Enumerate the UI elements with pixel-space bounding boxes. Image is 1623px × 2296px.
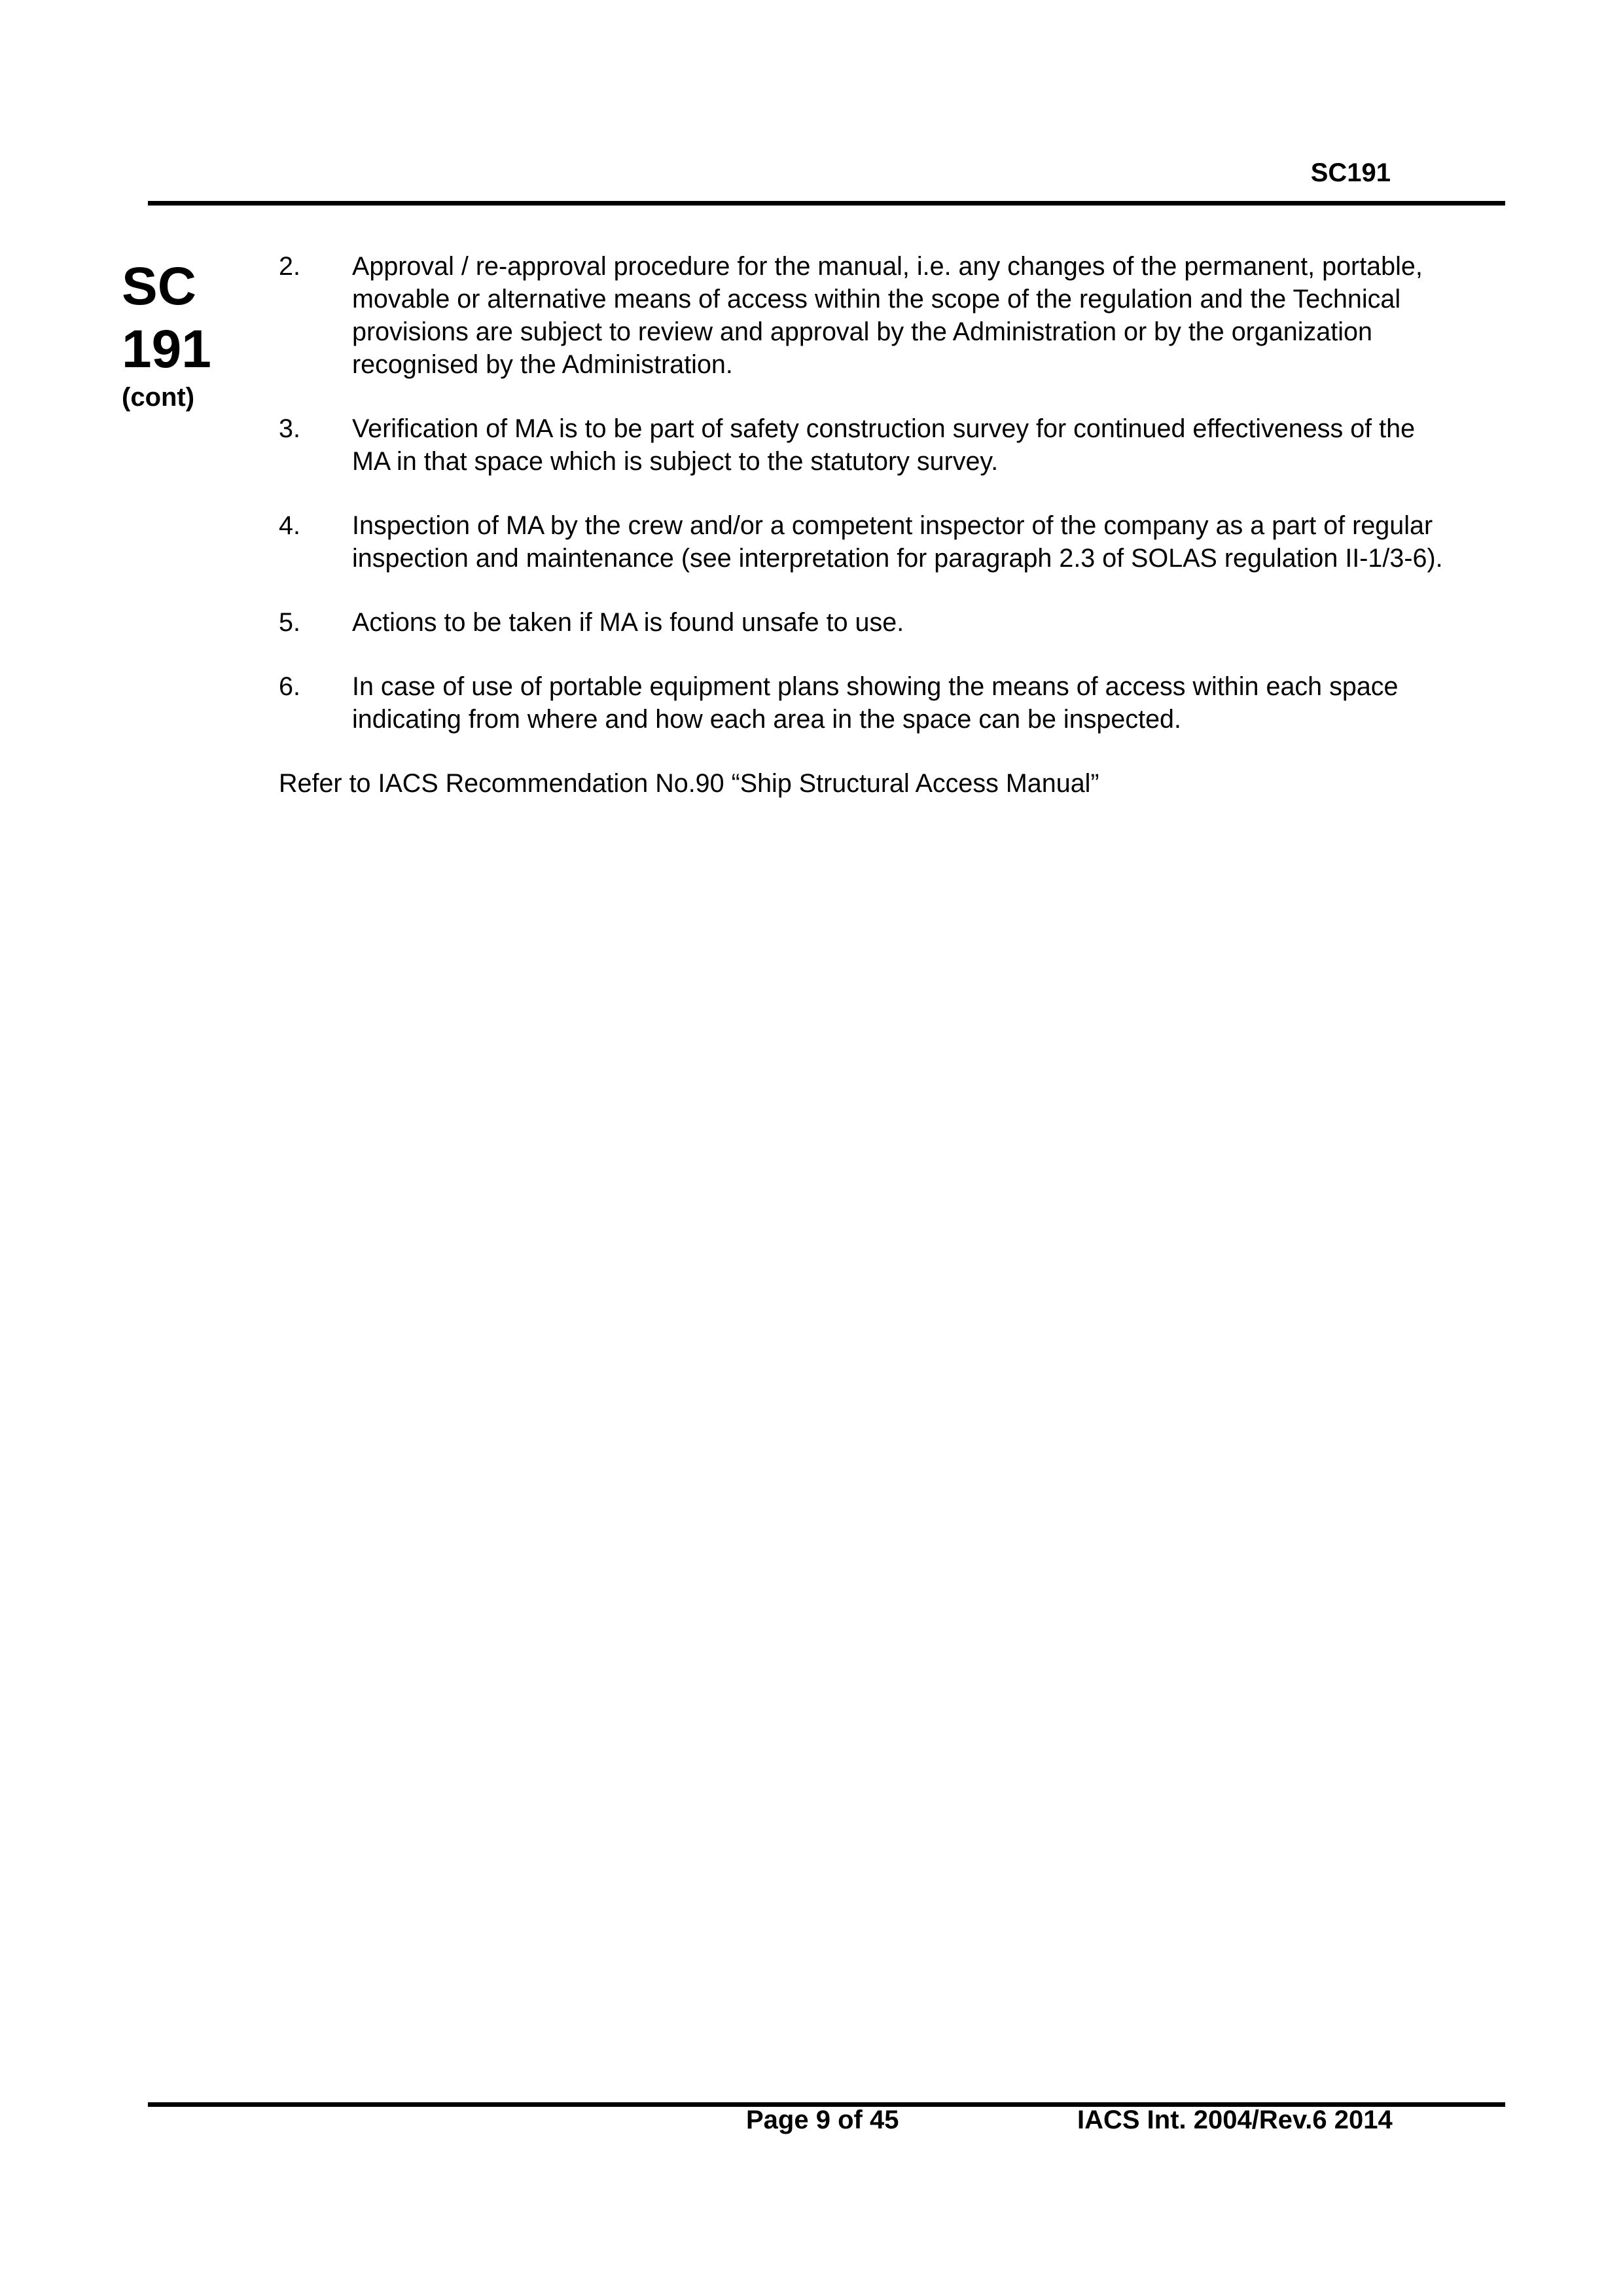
list-item-text: Actions to be taken if MA is found unsafe to use. — [352, 608, 904, 637]
list-item-text: Approval / re-approval procedure for the manual, i.e. any changes of the permanent, portable, movable or alternative means of access within the scope of the regulation and the Technical provisions are subject to review and approval by the Administration or by the organization recognised by the Administration. — [352, 252, 1423, 379]
list-item-number: 4. — [279, 511, 300, 540]
list-item-text: In case of use of portable equipment plans showing the means of access within each space indicating from where and how each area in the space can be inspected. — [352, 672, 1399, 734]
list-item — [279, 412, 1450, 478]
reference-note: Refer to IACS Recommendation No.90 “Ship Structural Access Manual” — [279, 769, 1099, 798]
document-body — [279, 250, 1450, 800]
side-section-label — [122, 255, 226, 414]
side-label-cont: (cont) — [122, 383, 195, 412]
list-item-text: Inspection of MA by the crew and/or a competent inspector of the company as a part of regular inspection and maintenance (see interpretation for paragraph 2.3 of SOLAS regulation II-1/3-6). — [352, 511, 1443, 573]
list-item-number: 2. — [279, 252, 300, 281]
footer-document-reference: IACS Int. 2004/Rev.6 2014 — [1077, 2106, 1393, 2134]
list-item-text: Verification of MA is to be part of safety construction survey for continued effectiveness of the MA in that space which is subject to the statutory survey. — [352, 414, 1416, 476]
list-item-number: 3. — [279, 414, 300, 443]
header-document-code: SC191 — [1310, 158, 1391, 187]
list-item-number: 6. — [279, 672, 300, 701]
list-item — [279, 509, 1450, 575]
header-rule — [148, 201, 1505, 206]
footer-page-number: Page 9 of 45 — [746, 2106, 899, 2134]
list-item — [279, 606, 1450, 639]
side-label-sc: SC — [122, 257, 196, 316]
side-label-number: 191 — [122, 319, 211, 379]
list-item — [279, 670, 1450, 736]
list-item — [279, 250, 1450, 381]
list-item-number: 5. — [279, 608, 300, 637]
